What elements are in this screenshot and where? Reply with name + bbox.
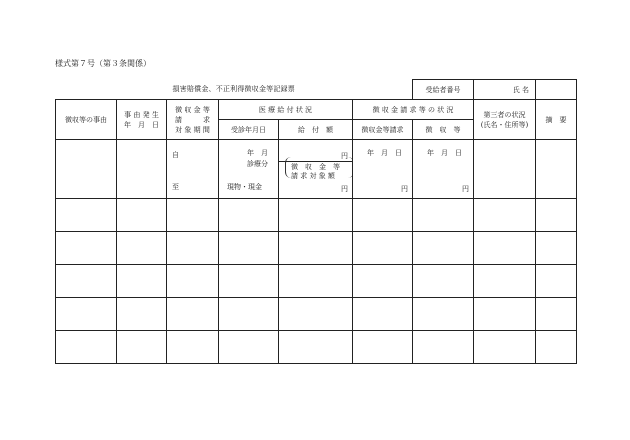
cell-third-party-1[interactable] xyxy=(474,140,536,199)
header-summary: 摘 要 xyxy=(536,100,577,140)
recipient-number-field[interactable] xyxy=(474,80,536,100)
table-cell[interactable] xyxy=(56,331,117,364)
header-collection: 徴 収 等 xyxy=(413,120,474,140)
table-cell[interactable] xyxy=(536,331,577,364)
claim-amount-line1: 徴 収 金 等 xyxy=(291,163,340,171)
third-party-line2: (氏名・住所等) xyxy=(480,120,529,129)
cell-period-1[interactable] xyxy=(167,140,219,199)
table-cell[interactable] xyxy=(353,298,413,331)
cell-occurrence-1[interactable] xyxy=(117,140,167,199)
occurrence-date-line1: 事 由 発 生 xyxy=(124,110,159,119)
yen-label-2: 円 xyxy=(341,185,348,193)
table-cell[interactable] xyxy=(56,265,117,298)
claim-amount-line2: 請 求 対 象 額 xyxy=(291,172,335,180)
table-cell[interactable] xyxy=(117,298,167,331)
table-cell[interactable] xyxy=(413,199,474,232)
treatment-portion-label: 診療分 xyxy=(247,160,268,168)
table-cell[interactable] xyxy=(474,298,536,331)
collect-ymd-label: 年 月 日 xyxy=(427,149,462,157)
record-table xyxy=(55,79,577,364)
table-cell[interactable] xyxy=(353,265,413,298)
table-cell[interactable] xyxy=(117,232,167,265)
table-cell[interactable] xyxy=(279,232,353,265)
table-cell[interactable] xyxy=(167,265,219,298)
table-cell[interactable] xyxy=(474,199,536,232)
form-title: 損害賠償金、不正利得徴収金等記録票 xyxy=(56,80,413,100)
header-medical-benefit: 医 療 給 付 状 況 xyxy=(219,100,353,120)
table-cell[interactable] xyxy=(56,199,117,232)
name-label: 氏 名 xyxy=(512,85,529,94)
header-occurrence-date xyxy=(117,100,167,140)
header-benefit-amount: 給 付 額 xyxy=(279,120,353,140)
recipient-number-label: 受給者番号 xyxy=(413,80,474,100)
collect-yen-label: 円 xyxy=(462,185,469,193)
table-cell[interactable] xyxy=(279,265,353,298)
table-cell[interactable] xyxy=(413,232,474,265)
claim-period-line2: 請 求 xyxy=(175,115,210,124)
table-cell[interactable] xyxy=(117,199,167,232)
cell-benefit-amount-1[interactable] xyxy=(279,140,353,199)
cell-claim-request-1[interactable] xyxy=(353,140,413,199)
table-cell[interactable] xyxy=(413,331,474,364)
from-label: 自 xyxy=(172,151,179,159)
table-cell[interactable] xyxy=(279,298,353,331)
table-row xyxy=(56,232,577,265)
in-kind-cash-label: 現物・現金 xyxy=(227,183,262,191)
table-cell[interactable] xyxy=(353,232,413,265)
table-cell[interactable] xyxy=(219,199,279,232)
header-claim-period xyxy=(167,100,219,140)
table-cell[interactable] xyxy=(219,331,279,364)
table-cell[interactable] xyxy=(219,298,279,331)
cell-reason-1[interactable] xyxy=(56,140,117,199)
header-visit-date: 受診年月日 xyxy=(219,120,279,140)
table-cell[interactable] xyxy=(117,265,167,298)
table-cell[interactable] xyxy=(279,331,353,364)
table-cell[interactable] xyxy=(167,232,219,265)
claim-ymd-label: 年 月 日 xyxy=(367,149,402,157)
cell-visit-date-1[interactable] xyxy=(219,140,279,199)
occurrence-date-line2: 年 月 日 xyxy=(124,120,159,129)
table-cell[interactable] xyxy=(474,232,536,265)
form-number-label: 様式第７号（第３条関係） xyxy=(55,59,151,68)
table-cell[interactable] xyxy=(353,199,413,232)
claim-period-line1: 徴 収 金 等 xyxy=(175,105,210,114)
name-field[interactable] xyxy=(536,80,577,100)
to-label: 至 xyxy=(172,183,179,191)
header-third-party xyxy=(474,100,536,140)
table-cell[interactable] xyxy=(474,265,536,298)
table-row xyxy=(56,298,577,331)
cell-summary-1[interactable] xyxy=(536,140,577,199)
cell-collection-1[interactable] xyxy=(413,140,474,199)
table-cell[interactable] xyxy=(167,199,219,232)
table-cell[interactable] xyxy=(56,232,117,265)
table-row xyxy=(56,265,577,298)
table-cell[interactable] xyxy=(536,265,577,298)
table-cell[interactable] xyxy=(413,298,474,331)
table-cell[interactable] xyxy=(536,232,577,265)
header-reason: 徴収等の事由 xyxy=(56,100,117,140)
table-cell[interactable] xyxy=(167,331,219,364)
table-cell[interactable] xyxy=(56,298,117,331)
claim-period-line3: 対 象 期 間 xyxy=(175,125,210,134)
year-month-label: 年 月 xyxy=(247,149,268,157)
header-claim-request: 徴収金等請求 xyxy=(353,120,413,140)
table-cell[interactable] xyxy=(117,331,167,364)
table-cell[interactable] xyxy=(474,331,536,364)
table-cell[interactable] xyxy=(219,232,279,265)
table-cell[interactable] xyxy=(536,298,577,331)
table-cell[interactable] xyxy=(219,265,279,298)
header-claim-status: 徴 収 金 請 求 等 の 状 況 xyxy=(353,100,474,120)
table-cell[interactable] xyxy=(279,199,353,232)
claim-yen-label: 円 xyxy=(401,185,408,193)
table-cell[interactable] xyxy=(353,331,413,364)
table-cell[interactable] xyxy=(536,199,577,232)
third-party-line1: 第三者の状況 xyxy=(483,110,526,119)
table-row xyxy=(56,331,577,364)
yen-label-1: 円 xyxy=(341,152,348,160)
table-cell[interactable] xyxy=(167,298,219,331)
table-row xyxy=(56,199,577,232)
table-cell[interactable] xyxy=(413,265,474,298)
